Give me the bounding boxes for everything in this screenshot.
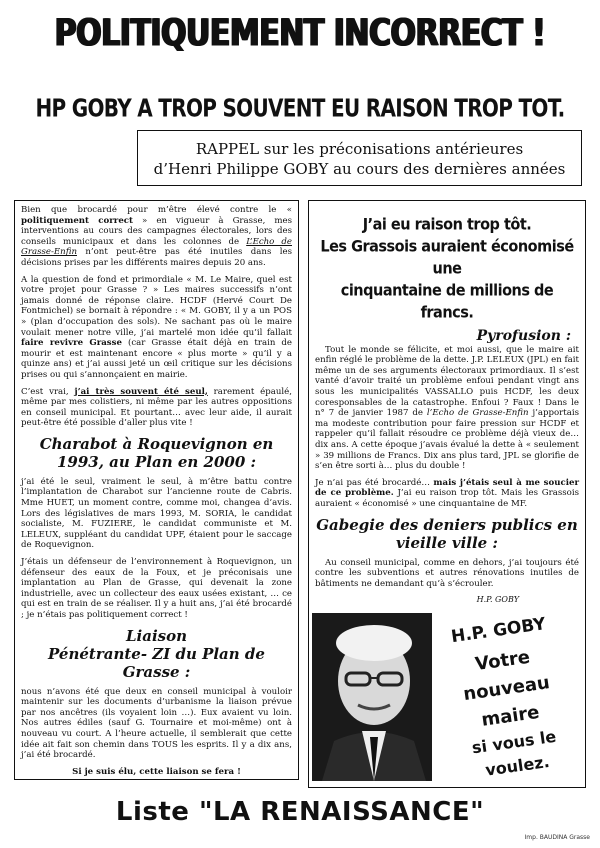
right-banner: J’ai eu raison trop tôt. Les Grassois auraient économisé une cinquantaine de millions de francs. [320, 216, 574, 322]
liaison-conclusion: Si je suis élu, cette liaison se fera ! [72, 766, 241, 777]
candidate-photo [312, 613, 432, 781]
left-column [14, 200, 299, 780]
rappel-box [137, 130, 582, 186]
charabot-paragraph-2: J’étais un défenseur de l’environnement à Roquevignon, un défenseur des eaux de la Foux, et je préconisais une implantation au Plan de Grasse, qui devenait la zone industrielle, avec un collecteur des eaux usées existant, … ce qui est en train de se réaliser. Il y a huit ans, j’ai été brocardé ; je n’étais pas politiquement correct ! [21, 557, 292, 620]
gabegie-heading: Gabegie des deniers publics en vieille ville : [316, 515, 578, 552]
portrait-illustration [312, 613, 432, 781]
rappel-line-1: RAPPEL sur les préconisations antérieures [195, 140, 524, 158]
gabegie-paragraph: Au conseil municipal, comme en dehors, j’ai toujours été contre les subventions et autres rénovations inutiles de bâtiments ne demandant qu’à s’écrouler. [315, 557, 579, 589]
list-name: Liste "LA RENAISSANCE" [115, 797, 485, 827]
slogan-line-2: Votre nouveau maire [462, 646, 552, 731]
pyrofusion-paragraph: Tout le monde se félicite, et moi aussi, que le maire ait enfin réglé le problème de la dette. J.P. LELEUX (JPL) en fait même un de ses arguments électoraux primordiaux. Il s’est vanté d’avoir traité un problème enfoui pendant vingt ans sous les municipalités VASSALLO puis HCDF, les deux coresponsables de la catastrophe. Enfoui ? Faux ! Dans le n° 7 de janvier 1987 de l’Echo de Grasse-Enfin j’apportais ma modeste contribution pour faire pression sur HCDF et rappeler qu’il fallait résoudre ce problème déjà vieux de… dix ans. A cette époque j’avais évalué la dette à « seulement » 39 millions de Francs. Dix ans plus tard, JPL se glorifie de s’en être sorti à… plus du double ! [315, 344, 579, 472]
pyrofusion-conclusion: Je n’ai pas été brocardé… mais j’étais seul à me soucier de ce problème. J’ai eu raison trop tôt. Mais les Grassois auraient « économisé » une cinquantaine de MF. [315, 477, 579, 509]
slogan-name: H.P. GOBY [449, 614, 547, 648]
charabot-heading: Charabot à Roquevignon en 1993, au Plan en 2000 : [39, 434, 274, 471]
signature: H.P. GOBY [476, 595, 519, 605]
candidate-slogan [425, 610, 592, 789]
liaison-subheading: Pénétrante- ZI du Plan de Grasse : [48, 644, 265, 681]
pyrofusion-heading: Pyrofusion : [476, 328, 571, 344]
left-alone-paragraph: C’est vrai, j’ai très souvent été seul, rarement épaulé, même par mes colistiers, ni même par les autres oppositions en conseil municipal. Et pourtant… avec leur aide, il aurait peut-être été possible d’aller plus vite ! [21, 386, 292, 429]
liaison-paragraph: nous n’avons été que deux en conseil municipal à vouloir maintenir sur les documents d’urbanisme la liaison prévue par nos ancêtres (ils voyaient loin …). Eux avaient vu loin. Nos autres édiles (sauf G. Tournaire et moi-même) ont à nouveau vu court. A l’heure actuelle, il semblerait que cette idée ait fait son chemin dans TOUS les esprits. Il y a dix ans, j’ai été brocardé. [21, 686, 292, 761]
imprint-note: Imp. BAUDINA Grasse [524, 834, 590, 841]
page-subtitle: HP GOBY A TROP SOUVENT EU RAISON TROP TOT. [35, 92, 565, 123]
liaison-heading: Liaison [125, 626, 188, 645]
right-column [308, 200, 586, 788]
charabot-paragraph-1: j’ai été le seul, vraiment le seul, à m’être battu contre l’implantation de Charabot sur l’ancienne route de Cabris. Mme HUET, un moment contre, comme moi, changea d’avis. Lors des législatives de mars 1993, M. SORIA, le candidat socialiste, M. FUZIERE, le candidat communiste et M. LELEUX, suppléant du candidat UPF, étaient pour le saccage de Roquevignon. [21, 476, 292, 551]
rappel-line-2: d’Henri Philippe GOBY au cours des dernières années [153, 160, 566, 178]
left-intro-paragraph: Bien que brocardé pour m’être élevé contre le « politiquement correct » en vigueur à Grasse, mes interventions au cours des campagnes électorales, lors des conseils municipaux et dans les colonnes de L’Echo de Grasse-Enfin n’ont peut-être pas été inutiles dans les décisions prises par les différents maires depuis 20 ans. [21, 205, 292, 268]
slogan-line-3: si vous le voulez. [470, 726, 558, 780]
left-question-paragraph: A la question de fond et primordiale « M. Le Maire, quel est votre projet pour Grasse ? » Les maires successifs n’ont jamais donné de réponse claire. HCDF (Hervé Court De Fontmichel) se bornait à répondre : « M. GOBY, il y a un POS » (plan d’occupation des sols). Ne sachant pas où le maire voulait mener notre ville, j’ai martelé mon idée qu’il fallait faire revivre Grasse (car Grasse était déjà en train de mourir et est maintenant encore « plus morte » qu’il y a quinze ans) et j’ai aussi jeté un œil critique sur les décisions prises ou qui s’annonçaient en mairie. [21, 274, 292, 380]
page-title: POLITIQUEMENT INCORRECT ! [54, 11, 546, 56]
